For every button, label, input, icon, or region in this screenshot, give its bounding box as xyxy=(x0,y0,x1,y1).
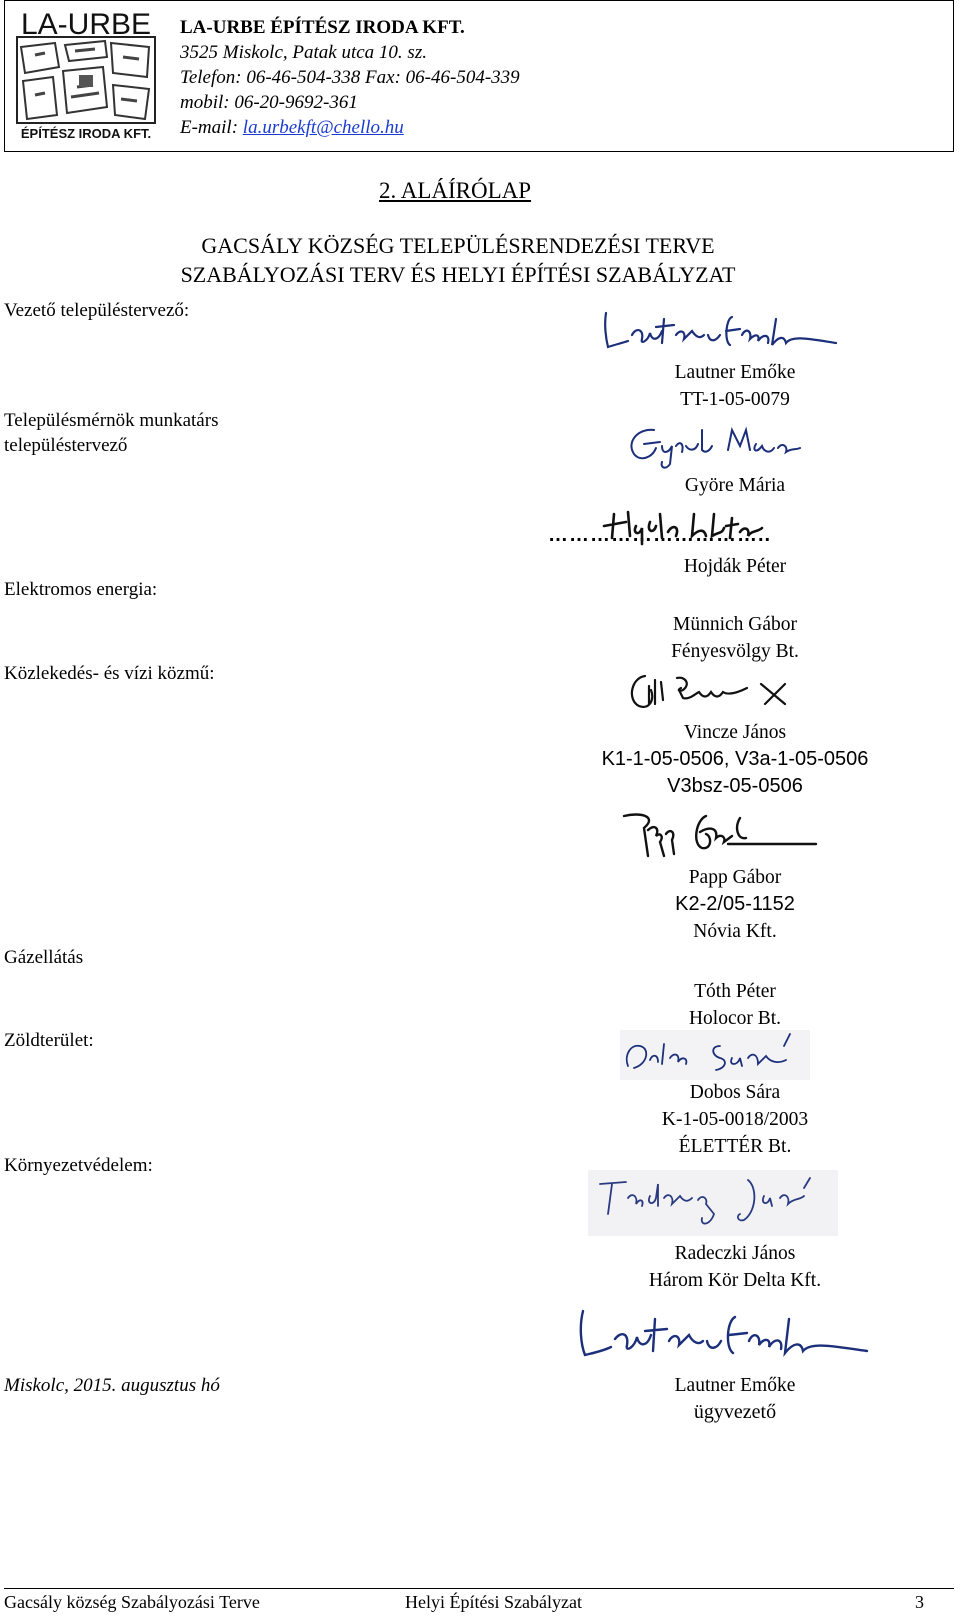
signatory-name: Radeczki János xyxy=(674,1243,796,1264)
section-title: 2. ALÁÍRÓLAP xyxy=(379,178,532,203)
signature-vincze xyxy=(625,670,805,714)
svg-text:LA-URBE: LA-URBE xyxy=(20,8,152,41)
label-gas: Gázellátás xyxy=(4,947,84,968)
label-electric: Elektromos energia: xyxy=(4,579,158,600)
firm-email-line: E-mail: la.urbekft@chello.hu xyxy=(180,117,404,138)
label-engineer-line2: településtervező xyxy=(4,435,128,456)
signature-lautner-2 xyxy=(575,1305,870,1365)
signatory-name: Györe Mária xyxy=(684,475,786,496)
label-green: Zöldterület: xyxy=(4,1030,94,1051)
document-title-line1: GACSÁLY KÖZSÉG TELEPÜLÉSRENDEZÉSI TERVE xyxy=(201,233,715,258)
signatory-radeczki xyxy=(560,1240,910,1294)
signatory-lautner-director xyxy=(560,1372,910,1426)
company-logo xyxy=(15,7,157,143)
signature-lautner-1 xyxy=(600,305,840,355)
page-number: 3 xyxy=(915,1592,924,1612)
signatory-vincze xyxy=(560,719,910,800)
signatory-company: Nóvia Kft. xyxy=(693,921,777,942)
label-engineer-line1: Településmérnök munkatárs xyxy=(4,410,219,431)
label-environment: Környezetvédelem: xyxy=(4,1155,153,1176)
firm-mobile: mobil: 06-20-9692-361 xyxy=(180,92,358,113)
signatory-license-2: V3bsz-05-0506 xyxy=(667,775,803,797)
label-lead-planner: Vezető településtervező: xyxy=(4,300,190,321)
signatory-company: Három Kör Delta Kft. xyxy=(648,1270,822,1291)
firm-address: 3525 Miskolc, Patak utca 10. sz. xyxy=(180,42,427,63)
signatory-dobos xyxy=(560,1079,910,1160)
label-transport: Közlekedés- és vízi közmű: xyxy=(4,663,215,684)
document-title-line2: SZABÁLYOZÁSI TERV ÉS HELYI ÉPÍTÉSI SZABÁLYZAT xyxy=(180,262,736,287)
signatory-name: Münnich Gábor xyxy=(672,614,798,635)
signatory-company: Fényesvölgy Bt. xyxy=(671,641,799,662)
signature-hojdak xyxy=(598,508,788,548)
signatory-name: Dobos Sára xyxy=(689,1082,781,1103)
signatory-lautner xyxy=(560,359,910,413)
email-link[interactable]: la.urbekft@chello.hu xyxy=(242,117,404,138)
signatory-license: K-1-05-0018/2003 xyxy=(661,1109,809,1130)
signatory-name: Tóth Péter xyxy=(694,981,776,1002)
signature-line-dots: ………………………….. xyxy=(548,524,772,546)
signature-dobos xyxy=(620,1030,810,1080)
signatory-license: K2-2/05-1152 xyxy=(675,893,795,915)
signature-papp xyxy=(620,808,820,862)
signatory-license: TT-1-05-0079 xyxy=(680,389,790,410)
signature-radeczki xyxy=(588,1170,838,1236)
signatory-name: Papp Gábor xyxy=(688,867,782,888)
footer-left: Gacsály község Szabályozási Terve xyxy=(4,1592,260,1612)
signatory-gyore xyxy=(560,472,910,499)
signatory-hojdak xyxy=(560,553,910,580)
signatory-role: ügyvezető xyxy=(693,1401,777,1423)
signatory-name: Lautner Emőke xyxy=(674,362,796,383)
place-date: Miskolc, 2015. augusztus hó xyxy=(4,1375,220,1396)
signatory-company: ÉLETTÉR Bt. xyxy=(678,1136,792,1157)
signatory-company: Holocor Bt. xyxy=(688,1008,782,1029)
firm-contact-block xyxy=(180,15,520,140)
svg-text:ÉPÍTÉSZ IRODA KFT.: ÉPÍTÉSZ IRODA KFT. xyxy=(20,126,152,141)
signatory-name: Hojdák Péter xyxy=(683,556,787,577)
firm-name: LA-URBE ÉPÍTÉSZ IRODA KFT. xyxy=(180,17,465,38)
letterhead xyxy=(4,0,954,152)
signatory-name: Vincze János xyxy=(683,722,787,743)
signatory-name: Lautner Emőke xyxy=(674,1375,796,1396)
signatory-license: K1-1-05-0506, V3a-1-05-0506 xyxy=(601,748,869,770)
firm-phone-fax: Telefon: 06-46-504-338 Fax: 06-46-504-339 xyxy=(180,67,520,88)
signatory-toth xyxy=(560,978,910,1032)
signatory-papp xyxy=(560,864,910,945)
footer-rule xyxy=(4,1588,954,1589)
footer-center: Helyi Építési Szabályzat xyxy=(405,1592,582,1612)
signatory-munnich xyxy=(560,611,910,665)
signature-gyore xyxy=(620,420,810,470)
